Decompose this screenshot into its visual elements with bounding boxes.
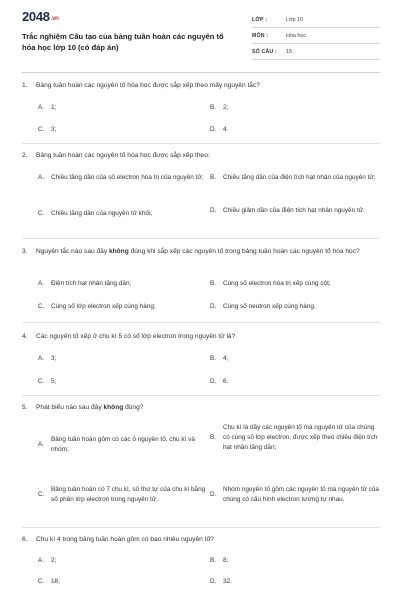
question-number: 2. (22, 152, 28, 159)
option-a[interactable] (38, 103, 56, 113)
meta-value: Lớp 10 (286, 16, 304, 23)
option-text: Chiều tăng dần của điện tích hạt nhân của nguyên tử; (223, 174, 376, 181)
option-b[interactable] (210, 556, 228, 566)
page-title: Trắc nghiệm Cấu tạo của bảng tuần hoàn các nguyên tố hóa học lớp 10 (có đáp án) (22, 32, 224, 52)
option-letter: A. (38, 557, 45, 564)
option-text: Chiều tăng dần của số electron hóa trị của nguyên tử; (51, 174, 204, 181)
option-text: Điện tích hạt nhân tăng dần; (51, 280, 132, 287)
question-4 (22, 332, 380, 385)
option-text: Cùng số electron hóa trị xếp cùng cột; (223, 280, 331, 287)
option-text: 1; (51, 104, 57, 111)
option-text: 5; (51, 378, 57, 385)
option-text: 3; (51, 126, 57, 133)
option-text: 3; (51, 355, 57, 362)
question-text: Các nguyên tố xếp ở chu kì 5 có số lớp electron trong nguyên tử là? (36, 333, 236, 340)
option-letter: A. (38, 355, 45, 362)
option-a[interactable] (38, 435, 208, 455)
question-divider (22, 143, 380, 144)
option-letter: C. (38, 303, 45, 310)
question-1 (22, 81, 380, 133)
question-number: 1. (22, 82, 28, 89)
question-5 (22, 403, 380, 503)
option-letter: A. (38, 174, 45, 181)
option-text: Nhóm nguyên tố gồm các nguyên tố mà nguyên tử của chúng có cấu hình electron tương tự nhau. (223, 486, 379, 503)
option-d[interactable] (210, 377, 228, 387)
option-letter: D. (210, 491, 217, 498)
option-text: Bảng tuần hoàn gồm có các ô nguyên tố, chu kì và nhóm; (51, 436, 195, 453)
option-text: Cùng số neutron xếp cùng hàng. (223, 303, 316, 310)
question-divider (22, 395, 380, 396)
option-letter: D. (210, 207, 217, 214)
option-c[interactable] (38, 485, 208, 505)
question-text: Bảng tuần hoàn các nguyên tố hóa học được sắp xếp theo: (36, 152, 210, 159)
option-text: 4; (223, 355, 229, 362)
option-text: Chiều tăng dần của nguyên tử khối; (51, 210, 153, 217)
option-text: Cùng số lớp electron xếp cùng hàng; (51, 303, 156, 310)
option-letter: B. (210, 174, 217, 181)
option-text: Chiều giảm dần của điện tích hạt nhân nguyên tử. (223, 207, 365, 214)
meta-row-subject (252, 28, 380, 44)
meta-row-class (252, 12, 380, 28)
question-text: Chu kì 4 trong bảng tuần hoàn gồm có bao nhiêu nguyên tố? (36, 536, 214, 543)
option-letter: D. (210, 126, 217, 133)
question-number: 6. (22, 536, 28, 543)
site-logo[interactable] (22, 9, 59, 24)
option-a[interactable] (38, 173, 208, 183)
option-text: Chu kì là dãy các nguyên tố mà nguyên tử của chúng có cùng số lớp electron, được xếp theo chiều điện tích hạt nhân tăng dần; (223, 424, 378, 451)
question-divider (22, 322, 380, 323)
header-divider (22, 72, 380, 73)
option-letter: B. (210, 104, 217, 111)
meta-key: SỐ CÂU : (252, 48, 277, 55)
question-6 (22, 535, 380, 585)
option-letter: B. (210, 434, 217, 441)
question-3 (22, 247, 380, 310)
option-b[interactable] (210, 354, 228, 364)
option-letter: D. (210, 303, 217, 310)
option-letter: C. (38, 126, 45, 133)
option-text: Bảng tuần hoàn có 7 chu kì, số thứ tự của chu kì bằng số phân lớp electron trong nguyên tử; (51, 486, 206, 503)
option-letter: D. (210, 578, 217, 585)
meta-row-count (252, 44, 380, 60)
option-letter: A. (38, 280, 45, 287)
meta-info (252, 12, 380, 60)
option-text: 32. (223, 578, 232, 585)
option-text: 2; (223, 104, 229, 111)
option-c[interactable] (38, 302, 156, 312)
question-number: 3. (22, 248, 28, 255)
option-a[interactable] (38, 556, 56, 566)
option-b[interactable] (210, 173, 380, 183)
option-text: 2; (51, 557, 57, 564)
page-header (0, 0, 400, 74)
logo-text: 2048 (22, 9, 50, 24)
logo-suffix: .vn (50, 16, 59, 22)
option-c[interactable] (38, 209, 208, 219)
question-divider (22, 238, 380, 239)
option-letter: C. (38, 210, 45, 217)
option-c[interactable] (38, 577, 60, 587)
question-text: Phát biểu nào sau đây không đúng? (36, 404, 144, 411)
option-d[interactable] (210, 125, 228, 135)
question-2 (22, 151, 380, 217)
option-b[interactable] (210, 103, 228, 113)
option-text: 18; (51, 578, 60, 585)
option-b[interactable] (210, 423, 380, 453)
option-d[interactable] (210, 485, 380, 505)
option-c[interactable] (38, 125, 56, 135)
question-divider (22, 527, 380, 528)
question-number: 4. (22, 333, 28, 340)
option-d[interactable] (210, 302, 316, 312)
option-a[interactable] (38, 354, 56, 364)
question-text: Nguyên tắc nào sau đây không đúng khi sắp xếp các nguyên tố trong bảng tuần hoàn các nguyên tố hóa học? (36, 248, 360, 255)
option-letter: A. (38, 104, 45, 111)
option-letter: B. (210, 280, 217, 287)
option-letter: B. (210, 355, 217, 362)
option-text: 4. (223, 126, 229, 133)
option-text: 8; (223, 557, 229, 564)
option-text: 6. (223, 378, 229, 385)
option-letter: C. (38, 491, 45, 498)
option-letter: C. (38, 378, 45, 385)
option-letter: B. (210, 557, 217, 564)
meta-key: MÔN : (252, 32, 269, 39)
option-a[interactable] (38, 279, 131, 289)
option-d[interactable] (210, 206, 380, 216)
question-number: 5. (22, 404, 28, 411)
meta-value: 15 (286, 48, 292, 55)
option-letter: A. (38, 441, 45, 448)
meta-value: Hóa học (286, 32, 307, 39)
question-text: Bảng tuần hoàn các nguyên tố hóa học được sắp xếp theo mấy nguyên tắc? (36, 82, 260, 89)
option-letter: D. (210, 378, 217, 385)
option-d[interactable] (210, 577, 232, 587)
option-letter: C. (38, 578, 45, 585)
option-c[interactable] (38, 377, 56, 387)
option-b[interactable] (210, 279, 331, 289)
meta-key: LỚP : (252, 16, 268, 23)
